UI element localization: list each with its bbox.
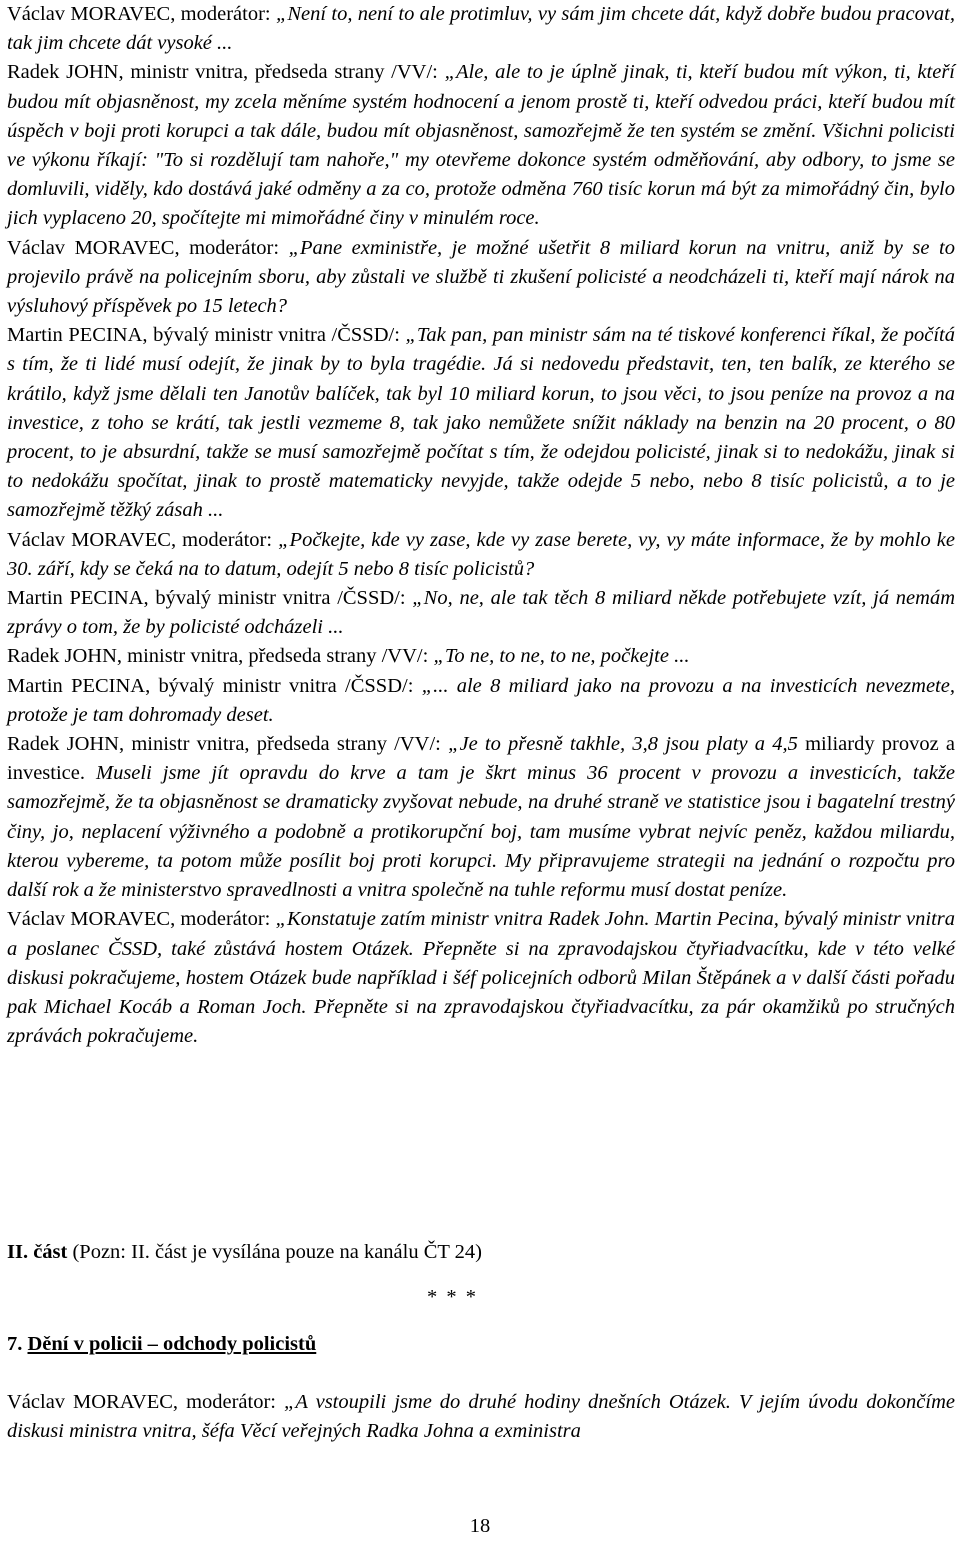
part-label: II. část (7, 1241, 68, 1263)
speech-text: „Počkejte, kde vy zase, kde vy zase berete, vy, vy máte informace, že by mohlo ke 30. září, kdy se čeká na to datum, odejít 5 nebo 8 tisíc policistů? (7, 528, 955, 580)
transcript-paragraph (7, 526, 955, 584)
speech-text: miliardy provoz a investice. (7, 733, 956, 785)
speech-text: „Pane exministře, je možné ušetřit 8 miliard korun na vnitru, aniž by se to projevilo právě na policejním sboru, aby zůstali ve službě ti zkušení policisté a neodcházeli ti, kteří mají nárok na výsluhový příspěvek po 15 letech? (7, 236, 955, 318)
speech-text: Všichni policisti ve výkonu říkají: "To si rozdělují tam nahoře," my otevřeme dokonce systém odměňování, aby odbory, to jsme se domluvili, viděly, kdo dostává jaké odměny a za co, protože odměna 760 tisíc korun má být za mimořádný čin, bylo jich vyplaceno 20, spočítejte mi mimořádné činy v minulém roce. (7, 119, 955, 230)
speech-text: „Není to, není to ale protimluv, vy sám jim chcete dát, když dobře budou pracovat, tak jim chcete dát vysoké ... (7, 3, 955, 55)
chapter-number: 7. (7, 1333, 28, 1355)
speaker-label: Radek JOHN, ministr vnitra, předseda strany /VV/: (7, 645, 434, 668)
transcript-paragraph (7, 730, 955, 905)
speech-text: „... ale 8 miliard jako na provozu a na investicích nevezmete, protože je tam dohromady deset. (7, 674, 955, 726)
speaker-label: Martin PECINA, bývalý ministr vnitra /ČSSD/: (7, 324, 406, 347)
part-heading (7, 1238, 482, 1267)
speaker-label: Martin PECINA, bývalý ministr vnitra /ČSSD/: (7, 674, 422, 697)
speech-text: „To ne, to ne, to ne, počkejte ... (433, 645, 690, 668)
closing-body (7, 1388, 955, 1446)
speech-text: „Tak pan, pan ministr sám na té tiskové konferenci říkal, že počítá s tím, že ti lidé musí odejít, že jinak by to byla tragédie. Já si nedovedu představit, ten, ten balík, ze kterého se krátilo, když jsme dělali ten Janotův balíček, tak byl 10 miliard korun, to jsou věci, to jsou peníze na provoz a na investice, z toho se krátí, tak jestli vezmeme 8, tak jako nemůžete snížit náklady na benzin na 20 procent, o 80 procent, to je absurdní, takže se musí samozřejmě počítat s tím, že odejdou policisté, jinak si to nedokážu, jinak si to nedokážu spočítat, jinak to prostě matematicky nevyjde, takže odejde 5 nebo, nebo 8 tisíc policistů, a to je samozřejmě těžký zásah ... (7, 324, 955, 522)
chapter-heading (7, 1330, 316, 1359)
speech-text: „Je to přesně takhle, 3,8 jsou platy a 4,5 (448, 733, 798, 756)
transcript-paragraph (7, 0, 955, 58)
speech-text: „Konstatuje zatím ministr vnitra Radek John. Martin Pecina, bývalý ministr vnitra a poslanec ČSSD, také zůstává hostem Otázek. Přepněte si na zpravodajskou čtyřiadvacítku, kde v této velké diskusi pokračujeme, hostem Otázek bude například i šéf policejních odborů Milan Štěpánek a v další části pořadu pak Michael Kocáb a Roman Joch. Přepněte si na zpravodajskou čtyřiadvacítku, za pár okamžiků po stručných zprávách pokračujeme. (7, 908, 955, 1048)
part-note: (Pozn: II. část je vysílána pouze na kanálu ČT 24) (67, 1241, 482, 1263)
speaker-label: Václav MORAVEC, moderátor: (7, 908, 276, 931)
speaker-label: Václav MORAVEC, moderátor: (7, 3, 276, 25)
transcript-paragraph (7, 58, 955, 233)
section-separator: * * * (427, 1286, 478, 1308)
transcript-paragraph (7, 672, 955, 730)
speaker-label: Radek JOHN, ministr vnitra, předseda strany /VV/: (7, 61, 445, 84)
speech-text: Museli jsme jít opravdu do krve a tam je škrt minus 36 procent v provozu a investicích, takže samozřejmě, že ta objasněnost se dramaticky zvyšovat nebude, na druhé straně ve statistice jsou i bagatelní trestný činy, jo, neplacení výživného a podobně a protikorupční boj, tam musíme vybrat nejvíc peněz, každou miliardu, kterou vybereme, ta potom může posílit boj proti korupci. My připravujeme strategii na jednání o rozpočtu pro další rok a že ministerstvo spravedlnosti a vnitra společně na tuhle reformu musí dostat peníze. (7, 762, 955, 902)
transcript-paragraph (7, 584, 955, 642)
transcript-paragraph (7, 1388, 955, 1446)
transcript-body (7, 0, 955, 1051)
speaker-label: Václav MORAVEC, moderátor: (7, 528, 279, 551)
transcript-paragraph (7, 905, 955, 1051)
speech-text: „Ale, ale to je úplně jinak, ti, kteří budou mít výkon, ti, kteří budou mít objasněnost, my zcela měníme systém hodnocení a jenom prostě ti, kteří odvedou práci, kteří budou mít úspěch v boji proti korupci a tak dále, budou mít objasněnost, samozřejmě že ten systém se změní. (7, 61, 955, 142)
speaker-label: Radek JOHN, ministr vnitra, předseda strany /VV/: (7, 733, 449, 756)
speech-text: „No, ne, ale tak těch 8 miliard někde potřebujete vzít, já nemám zprávy o tom, že by policisté odcházeli ... (7, 587, 955, 639)
transcript-paragraph (7, 234, 955, 322)
transcript-paragraph (7, 321, 955, 525)
speaker-label: Václav MORAVEC, moderátor: (7, 1391, 285, 1413)
speaker-label: Martin PECINA, bývalý ministr vnitra /ČSSD/: (7, 587, 413, 610)
speech-text: „A vstoupili jsme do druhé hodiny dnešních Otázek. V jejím úvodu dokončíme diskusi ministra vnitra, šéfa Věcí veřejných Radka Johna a exministra (7, 1391, 955, 1443)
transcript-paragraph (7, 642, 955, 671)
speaker-label: Václav MORAVEC, moderátor: (7, 236, 289, 259)
page-number: 18 (469, 1515, 491, 1537)
chapter-title: Dění v policii – odchody policistů (27, 1333, 317, 1355)
